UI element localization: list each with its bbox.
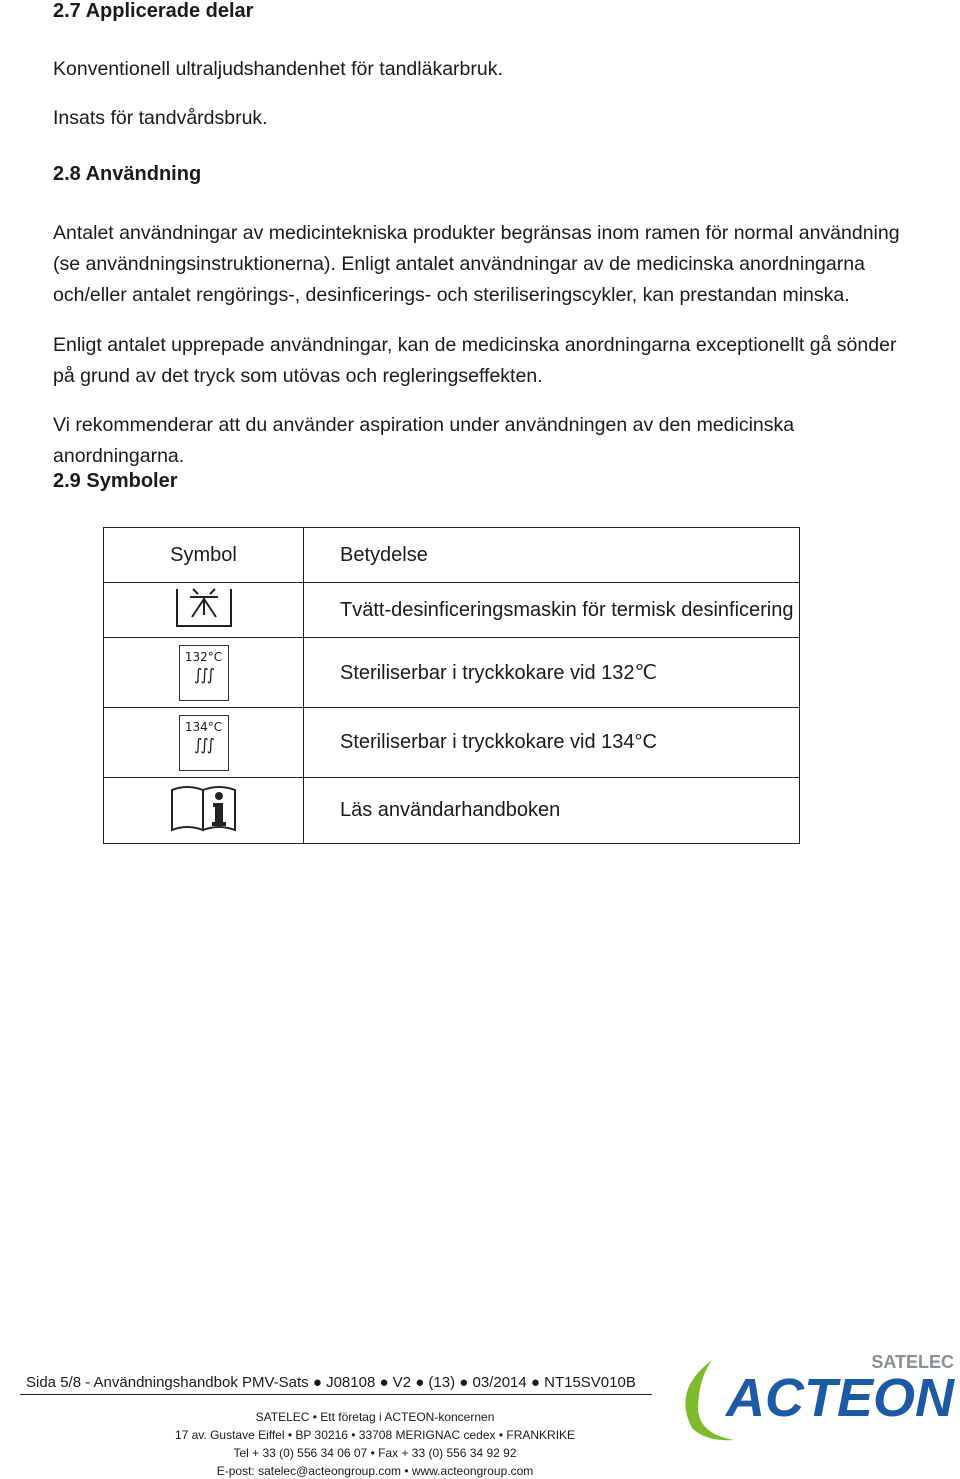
table-header-row xyxy=(104,528,800,583)
table-row xyxy=(104,708,800,778)
applied-part-2: Insats för tandvårdsbruk. xyxy=(53,107,268,129)
table-row xyxy=(104,778,800,844)
footer-divider xyxy=(20,1394,652,1395)
footer-page-info: Sida 5/8 - Användningshandbok PMV-Sats ● J08108 ● V2 ● (13) ● 03/2014 ● NT15SV010B xyxy=(26,1374,636,1391)
washer-disinfector-icon xyxy=(174,585,234,629)
symbols-table xyxy=(103,527,800,844)
steam-icon: ∫∫∫ xyxy=(193,734,213,754)
usage-paragraph-3: Vi rekommenderar att du använder aspiration under användningen av den medicinska anordningarna. xyxy=(53,414,795,467)
autoclave-132-icon xyxy=(179,645,229,701)
heading-usage: 2.8 Användning xyxy=(53,163,202,185)
table-row xyxy=(104,583,800,638)
acteon-logo xyxy=(672,1350,960,1446)
badge-134-label: 134°C xyxy=(184,719,223,734)
footer-address: 17 av. Gustave Eiffel • BP 30216 • 33708 MERIGNAC cedex • FRANKRIKE xyxy=(174,1428,576,1442)
autoclave-134-icon xyxy=(179,715,229,771)
applied-part-1: Konventionell ultraljudshandenhet för tandläkarbruk. xyxy=(53,58,503,80)
col-header-symbol: Symbol xyxy=(104,528,304,583)
meaning-read-manual: Läs användarhandboken xyxy=(304,778,800,844)
col-header-meaning: Betydelse xyxy=(304,528,800,583)
heading-applied-parts: 2.7 Applicerade delar xyxy=(53,0,254,22)
read-manual-icon xyxy=(169,782,239,834)
meaning-132: Steriliserbar i tryckkokare vid 132℃ xyxy=(304,638,800,708)
footer-email: E-post: satelec@acteongroup.com • www.acteongroup.com xyxy=(216,1464,534,1478)
badge-132-label: 132°C xyxy=(184,649,223,664)
steam-icon: ∫∫∫ xyxy=(193,664,213,684)
heading-symbols: 2.9 Symboler xyxy=(53,470,178,492)
footer-phone: Tel + 33 (0) 556 34 06 07 • Fax + 33 (0) 556 34 92 92 xyxy=(233,1446,517,1460)
meaning-134: Steriliserbar i tryckkokare vid 134°C xyxy=(304,708,800,778)
logo-satelec-text: SATELEC xyxy=(871,1352,954,1372)
logo-acteon-text: ACTEON xyxy=(726,1368,954,1428)
usage-paragraph-2: Enligt antalet upprepade användningar, kan de medicinska anordningarna exceptionellt gå sönder på grund av det tryck som utövas och regleringseffekten. xyxy=(53,334,897,387)
meaning-washer: Tvätt-desinficeringsmaskin för termisk desinficering xyxy=(304,583,800,638)
table-row xyxy=(104,638,800,708)
usage-paragraph-1: Antalet användningar av medicintekniska produkter begränsas inom ramen för normal användning (se användningsinstruktionerna). Enligt antalet användningar av de medicinska anordningarna och/eller antalet rengörings-, desinficerings- och steriliseringscykler, kan prestandan minska. xyxy=(53,222,900,306)
footer-company: SATELEC • Ett företag i ACTEON-koncernen xyxy=(255,1410,495,1424)
